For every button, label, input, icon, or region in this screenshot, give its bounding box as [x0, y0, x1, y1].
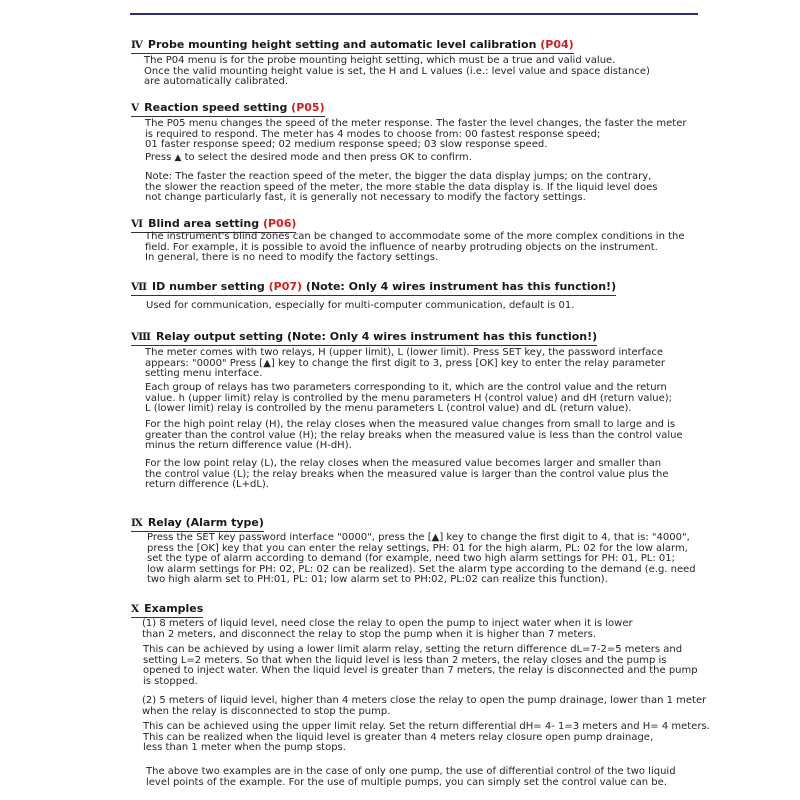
- text-line: than 2 meters, and disconnect the relay to stop the pump when it is higher than 7 meters.: [142, 628, 597, 640]
- section-7-text: [146, 301, 574, 312]
- section-title: Blind area setting: [148, 217, 260, 230]
- menu-code: (P05): [291, 101, 325, 114]
- text-line: low alarm settings for PH: 02, PL: 02 can be realized). Set the alarm type according to the demand (e.g. need: [147, 563, 696, 575]
- section-numeral: Ⅹ: [131, 603, 140, 615]
- section-9-text: [147, 533, 696, 586]
- section-numeral: Ⅵ: [131, 218, 144, 230]
- section-4-text: [144, 56, 650, 88]
- section-6-text: [145, 232, 685, 264]
- text-line: the control value (L); the relay breaks when the measured value is larger than the control value plus the: [145, 468, 669, 480]
- section-5-heading: [131, 96, 325, 117]
- section-title: ID number setting: [152, 280, 265, 293]
- text-line: minus the return difference value (H-dH).: [145, 440, 352, 451]
- section-5-press-line: Press ▲ to select the desired mode and then press OK to confirm.: [145, 152, 472, 163]
- text-line: (2) 5 meters of liquid level, higher than 4 meters close the relay to open the pump drainage, lower than 1 meter: [142, 695, 707, 706]
- closing-text: [146, 767, 676, 788]
- text-line: appears: "0000" Press [▲] key to change the first digit to 3, press [OK] key to enter the relay parameter: [145, 357, 666, 369]
- text-line: setting L=2 meters. So that when the liquid level is less than 2 meters, the relay closes and the pump is: [143, 654, 667, 666]
- section-numeral: Ⅴ: [131, 102, 140, 114]
- text-line: not change particularly fast, it is generally not necessary to modify the factory settings.: [145, 192, 586, 203]
- section-8-text-4: [145, 459, 668, 491]
- section-6-heading: [131, 212, 296, 233]
- text-line: the slower the reaction speed of the meter, the more stable the data display is. If the liquid level does: [145, 181, 658, 193]
- text-line: Used for communication, especially for multi-computer communication, default is 01.: [146, 300, 575, 311]
- section-numeral: Ⅸ: [131, 517, 143, 529]
- section-9-heading: [131, 511, 264, 532]
- section-8-text-3: [145, 420, 683, 452]
- section-title: Relay (Alarm type): [147, 516, 264, 529]
- section-8-text-2: [145, 383, 672, 415]
- text-line: when the relay is disconnected to stop the pump.: [142, 705, 391, 717]
- section-7-heading: [131, 275, 616, 296]
- text-line: The P04 menu is for the probe mounting height setting, which must be a true and valid value.: [144, 55, 616, 66]
- example-1-solution: [143, 645, 698, 687]
- text-line: are automatically calibrated.: [144, 76, 289, 87]
- text-line: The above two examples are in the case of only one pump, the use of differential control of the two liquid: [146, 766, 676, 777]
- text-line: 01 faster response speed; 02 medium response speed; 03 slow response speed.: [145, 139, 548, 150]
- text-line: value. h (upper limit) relay is controlled by the menu parameters H (control value) and dH (return value);: [145, 392, 673, 404]
- section-8-text-1: [145, 348, 665, 380]
- text-line: setting menu interface.: [145, 368, 263, 379]
- menu-code: (P04): [540, 38, 574, 51]
- section-8-heading: [131, 325, 597, 346]
- text-line: Once the valid mounting height value is set, the H and L values (i.e.: level value and space distance): [144, 65, 650, 77]
- example-1: [142, 619, 633, 640]
- example-2-solution: [143, 722, 710, 754]
- text-line: This can be realized when the liquid level is greater than 4 meters relay closure open pump drainage,: [143, 731, 654, 743]
- text-line: In general, there is no need to modify the factory settings.: [145, 252, 439, 263]
- text-line: The meter comes with two relays, H (upper limit), L (lower limit). Press SET key, the password interface: [145, 347, 664, 358]
- text-line: For the low point relay (L), the relay closes when the measured value becomes larger and smaller than: [145, 458, 662, 469]
- text-line: L (lower limit) relay is controlled by the menu parameters L (control value) and dL (return value).: [145, 403, 632, 414]
- section-4-heading: [131, 33, 574, 54]
- text-line: Press the SET key password interface "0000", press the [▲] key to change the first digit to 4, that is: "4000",: [147, 532, 690, 543]
- text-line: The P05 menu changes the speed of the meter response. The faster the level changes, the faster the meter: [145, 118, 687, 129]
- text-line: set the type of alarm according to demand (for example, need two high alarm settings for PH: 01, PL: 01;: [147, 553, 675, 564]
- text-line: The instrument's blind zones can be changed to accommodate some of the more complex conditions in the: [145, 231, 685, 242]
- section-numeral: Ⅷ: [131, 331, 151, 343]
- text-line: Each group of relays has two parameters corresponding to it, which are the control value and the return: [145, 382, 667, 393]
- section-title: Reaction speed setting: [144, 101, 288, 114]
- menu-code: (P07): [268, 280, 303, 293]
- text-line: is required to respond. The meter has 4 modes to choose from: 00 fastest response speed;: [145, 128, 601, 140]
- section-title: Examples: [144, 602, 204, 615]
- menu-code: (P06): [262, 217, 297, 230]
- section-5-note: [145, 172, 657, 204]
- text-line: Note: The faster the reaction speed of the meter, the bigger the data display jumps; on the contrary,: [145, 171, 652, 182]
- section-5-text: [145, 119, 686, 151]
- up-triangle-icon: ▲: [174, 153, 182, 163]
- text-line: level points of the example. For the use of multiple pumps, you can simply set the control value can be.: [146, 776, 667, 788]
- text-line: This can be achieved using the upper limit relay. Set the return differential dH= 4- 1=3 meters and H= 4 meters.: [143, 721, 710, 732]
- text-line: (1) 8 meters of liquid level, need close the relay to open the pump to inject water when it is lower: [142, 618, 633, 629]
- top-rule: [130, 13, 698, 15]
- text-line: return difference (L+dL).: [145, 479, 269, 490]
- text-line: less than 1 meter when the pump stops.: [143, 742, 346, 753]
- section-numeral: Ⅳ: [131, 39, 143, 51]
- text-line: field. For example, it is possible to avoid the influence of nearby protruding objects on the instrument.: [145, 241, 658, 253]
- text-line: For the high point relay (H), the relay closes when the measured value changes from small to large and is: [145, 419, 676, 430]
- section-note: (Note: Only 4 wires instrument has this function!): [305, 280, 617, 293]
- text-line: press the [OK] key that you can enter the relay settings, PH: 01 for the high alarm, PL: 02 for the low alarm,: [147, 542, 688, 554]
- text-line: two high alarm set to PH:01, PL: 01; low alarm set to PH:02, PL:02 can realize this function).: [147, 574, 608, 585]
- section-numeral: Ⅶ: [131, 281, 148, 293]
- text-line: opened to inject water. When the liquid level is greater than 7 meters, the relay is disconnected and the pump: [143, 665, 698, 676]
- section-title: Probe mounting height setting and automatic level calibration: [147, 38, 537, 51]
- text-line: This can be achieved by using a lower limit alarm relay, setting the return difference dL=7-2=5 meters and: [143, 644, 683, 655]
- text-line: greater than the control value (H); the relay breaks when the measured value is less than the control value: [145, 429, 683, 441]
- section-title: Relay output setting (Note: Only 4 wires instrument has this function!): [155, 330, 598, 343]
- section-10-heading: [131, 597, 203, 618]
- example-2: [142, 696, 706, 717]
- text-line: is stopped.: [143, 675, 198, 687]
